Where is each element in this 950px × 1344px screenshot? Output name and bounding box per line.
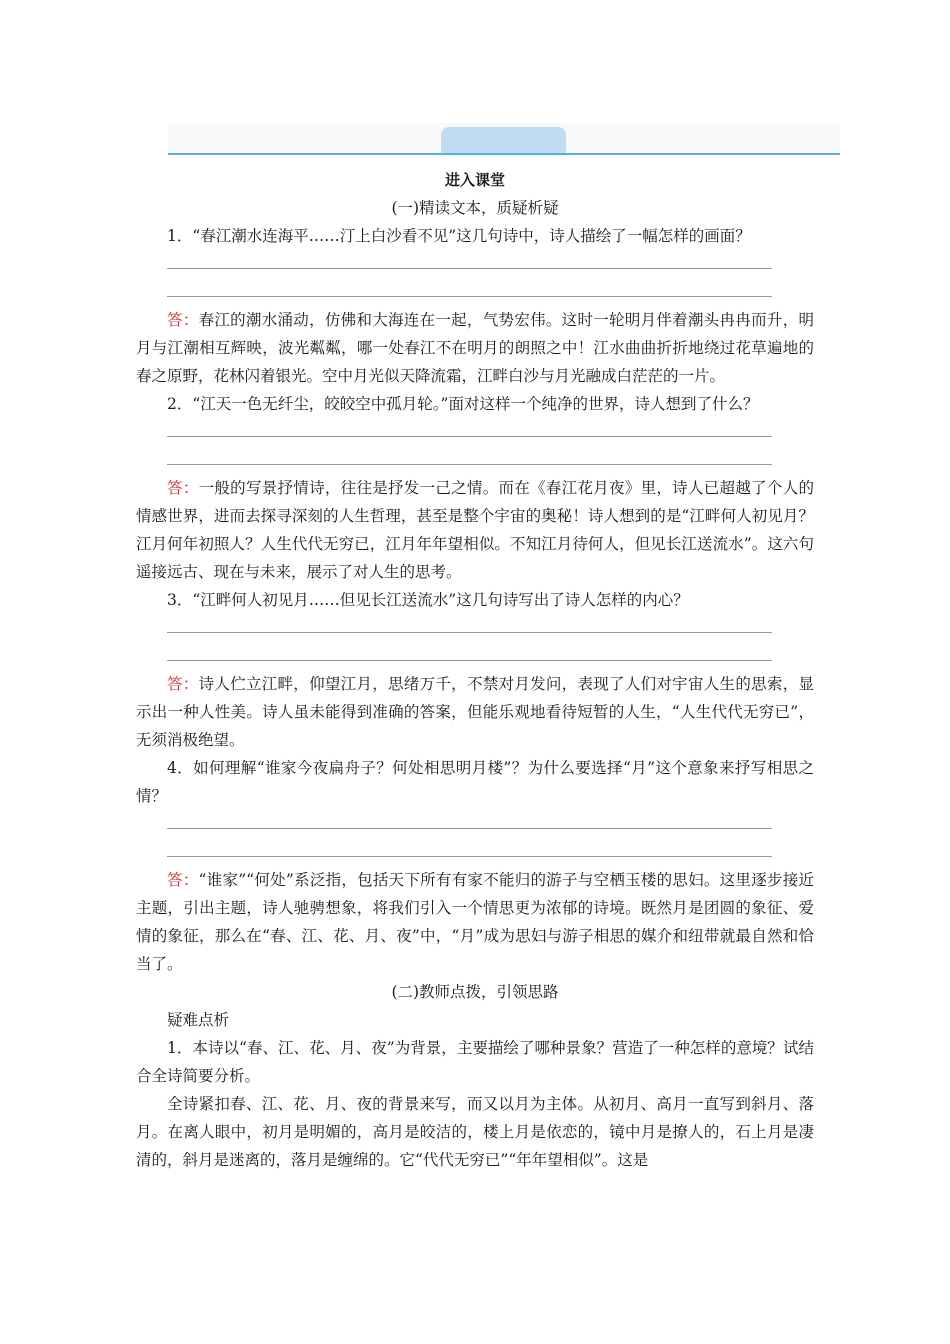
answer-2 xyxy=(136,474,814,586)
answer-rule xyxy=(167,856,772,857)
part2-heading: (二)教师点拨，引领思路 xyxy=(391,983,559,1001)
analysis-label: 疑难点析 xyxy=(167,1011,230,1029)
answer-blank-2b xyxy=(136,446,814,474)
answer-blank-3b xyxy=(136,642,814,670)
section-title: 进入课堂 xyxy=(444,171,505,189)
answer-rule xyxy=(167,436,772,437)
answer-blank-1a xyxy=(136,250,814,278)
answer-text: 春江的潮水涌动，仿佛和大海连在一起，气势宏伟。这时一轮明月伴着潮头冉冉而升，明月与江潮相互辉映，波光粼粼，哪一处春江不在明月的朗照之中！江水曲曲折折地绕过花草遍地的春之原野，花林闪着银光。空中月光似天降流霜，江畔白沙与月光融成白茫茫的一片。 xyxy=(136,311,814,385)
question-4: 4．如何理解“谁家今夜扁舟子？何处相思明月楼”？为什么要选择“月”这个意象来抒写相思之情？ xyxy=(136,759,814,805)
answer-label: 答： xyxy=(167,479,199,497)
answer-label: 答： xyxy=(167,311,199,329)
answer-blank-4b xyxy=(136,838,814,866)
document-body xyxy=(136,166,814,1174)
answer-blank-2a xyxy=(136,418,814,446)
answer-label: 答： xyxy=(167,871,199,889)
answer-rule xyxy=(167,828,772,829)
answer-blank-1b xyxy=(136,278,814,306)
answer-rule xyxy=(167,464,772,465)
header-tab xyxy=(441,127,566,155)
answer-4 xyxy=(136,866,814,978)
question-1: 1．“春江潮水连海平……汀上白沙看不见”这几句诗中，诗人描绘了一幅怎样的画面？ xyxy=(167,227,751,245)
answer-rule xyxy=(167,296,772,297)
part1-heading: (一)精读文本，质疑析疑 xyxy=(391,199,559,217)
answer-rule xyxy=(167,632,772,633)
answer-label: 答： xyxy=(167,675,199,693)
answer-rule xyxy=(167,268,772,269)
question-3: 3．“江畔何人初见月……但见长江送流水”这几句诗写出了诗人怎样的内心？ xyxy=(167,591,689,609)
answer-text: “谁家”“何处”系泛指，包括天下所有有家不能归的游子与空栖玉楼的思妇。这里逐步接近主题，引出主题，诗人驰骋想象，将我们引入一个情思更为浓郁的诗境。既然月是团圆的象征、爱情的象征，那么在“春、江、花、月、夜”中，“月”成为思妇与游子相思的媒介和纽带就最自然和恰当了。 xyxy=(136,871,814,973)
analysis-question: 1．本诗以“春、江、花、月、夜”为背景，主要描绘了哪种景象？营造了一种怎样的意境？试结合全诗简要分析。 xyxy=(136,1039,814,1085)
answer-1 xyxy=(136,306,814,390)
answer-blank-4a xyxy=(136,810,814,838)
question-2: 2．“江天一色无纤尘，皎皎空中孤月轮。”面对这样一个纯净的世界，诗人想到了什么？ xyxy=(167,395,759,413)
analysis-text: 全诗紧扣春、江、花、月、夜的背景来写，而又以月为主体。从初月、高月一直写到斜月、落月。在离人眼中，初月是明媚的，高月是皎洁的，楼上月是依恋的，镜中月是撩人的，石上月是凄清的，斜月是迷离的，落月是缠绵的。它“代代无穷已”“年年望相似”。这是 xyxy=(136,1095,814,1169)
answer-3 xyxy=(136,670,814,754)
answer-blank-3a xyxy=(136,614,814,642)
answer-text: 诗人伫立江畔，仰望江月，思绪万千，不禁对月发问，表现了人们对宇宙人生的思索，显示出一种人性美。诗人虽未能得到准确的答案，但能乐观地看待短暂的人生，“人生代代无穷已”，无须消极绝望。 xyxy=(136,675,814,749)
header-line xyxy=(168,153,840,155)
answer-rule xyxy=(167,660,772,661)
answer-text: 一般的写景抒情诗，往往是抒发一己之情。而在《春江花月夜》里，诗人已超越了个人的情感世界，进而去探寻深刻的人生哲理，甚至是整个宇宙的奥秘！诗人想到的是“江畔何人初见月？江月何年初照人？人生代代无穷已，江月年年望相似。不知江月待何人，但见长江送流水”。这六句遥接远古、现在与未来，展示了对人生的思考。 xyxy=(136,479,814,581)
